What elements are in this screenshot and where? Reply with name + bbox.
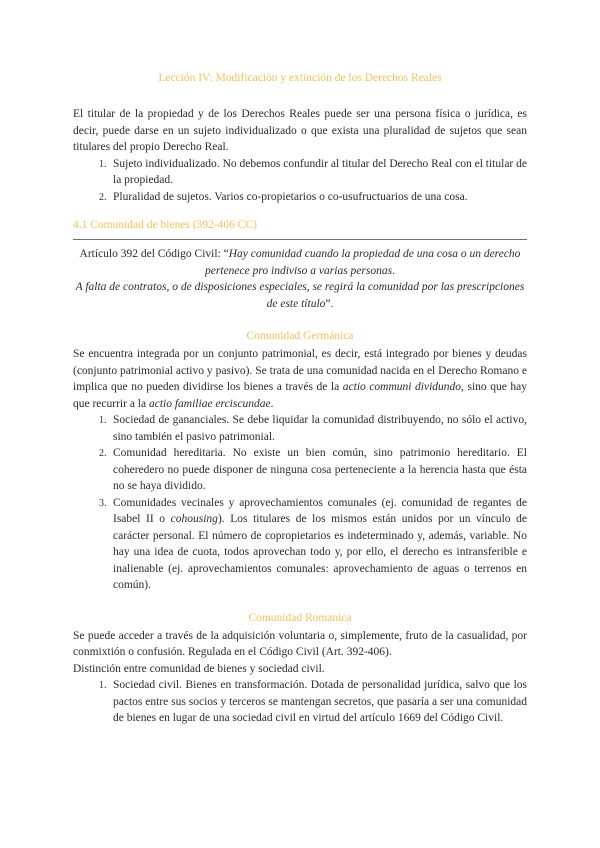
romanica-paragraph: Se puede acceder a través de la adquisición voluntaria o, simplemente, fruto de la casualidad, por conmixtión o confusión. Regulada en el Código Civil (Art. 392-406).: [73, 629, 527, 658]
germanica-paragraph: [73, 346, 527, 412]
quote-text-2: A falta de contratos, o de disposiciones especiales, se regirá la comunidad por las prescripciones de este título: [75, 281, 525, 310]
intro-paragraph: El titular de la propiedad y de los Derechos Reales puede ser una persona física o jurídica, es decir, puede darse en un sujeto individualizado o que exista una pluralidad de sujetos que sean titulares del propio Derecho Real.: [73, 108, 527, 153]
item-text-b: ). Los titulares de los mismos están unidos por un vínculo de carácter personal. El número de copropietarios es indeterminado y, además, variable. No hay una idea de cuota, todos aprovechan todo y, por ello, el derecho es intransferible e inalienable (ej. aprovechamientos comunales: aprovechamiento de aguas o terrenos en común).: [113, 513, 527, 591]
item-text-a: Comunidades vecinales y aprovechamientos comunales (ej. comunidad de regantes de Isabel II o: [113, 496, 527, 525]
romanica-heading: Comunidad Romanica: [248, 611, 352, 624]
intro-list: [73, 156, 527, 206]
germanica-text-1: Se encuentra integrada por un conjunto patrimonial, es decir, está integrado por bienes y deudas (conjunto patrimonial activo y pasivo). Se trata de una comunidad nacida en el Derecho Romano e implica que no pueden dividirse los bienes a través de la: [73, 348, 527, 393]
item-italic: cohousing: [170, 513, 218, 525]
germanica-list: [73, 412, 527, 594]
germanica-text-2: , sino que hay que recurrir a la: [73, 381, 527, 410]
quote-prefix: Artículo 392 del Código Civil: “: [79, 248, 229, 260]
romanica-list: [73, 677, 527, 727]
article-quote: [73, 246, 527, 312]
germanica-italic-2: actio familiae erciscundae: [148, 397, 271, 410]
germanica-heading: Comunidad Germánica: [246, 330, 354, 342]
quote-text-1: Hay comunidad cuando la propiedad de una cosa o un derecho pertenece pro indiviso a varias personas: [205, 248, 521, 277]
quote-end-1: .: [392, 264, 395, 277]
section-divider: [73, 239, 527, 240]
distinction-paragraph: Distinción entre comunidad de bienes y sociedad civil.: [73, 662, 325, 675]
germanica-italic-1: actio communi dividundo: [342, 381, 462, 393]
quote-end-2: ”.: [325, 297, 334, 310]
list-item: 1. Sociedad civil. Bienes en transformación. Dotada de personalidad jurídica, salvo que los pactos entre sus socios y terceros se mantengan secretos, que pasaría a ser una comunidad de bienes en lugar de una sociedad civil en virtud del artículo 1669 del Código Civil.: [109, 677, 527, 727]
germanica-text-3: .: [270, 397, 274, 410]
section-heading: 4.1 Comunidad de bienes (392-406 CC): [73, 219, 257, 231]
list-item: [109, 495, 527, 594]
list-item: 1. Sociedad de gananciales. Se debe liquidar la comunidad distribuyendo, no sólo el activo, sino también el pasivo patrimonial.: [109, 412, 527, 445]
list-item: 2. Comunidad hereditaria. No existe un bien común, sino patrimonio hereditario. El coheredero no puede disponer de ninguna cosa perteneciente a la herencia hasta que ésta no se haya dividido.: [109, 445, 527, 495]
lesson-title: Lección IV: Modificación y extinción de los Derechos Reales: [158, 72, 442, 84]
list-item: 2. Pluralidad de sujetos. Varios co-propietarios o co-usufructuarios de una cosa.: [109, 189, 527, 206]
list-item: 1. Sujeto individualizado. No debemos confundir al titular del Derecho Real con el titular de la propiedad.: [109, 156, 527, 189]
